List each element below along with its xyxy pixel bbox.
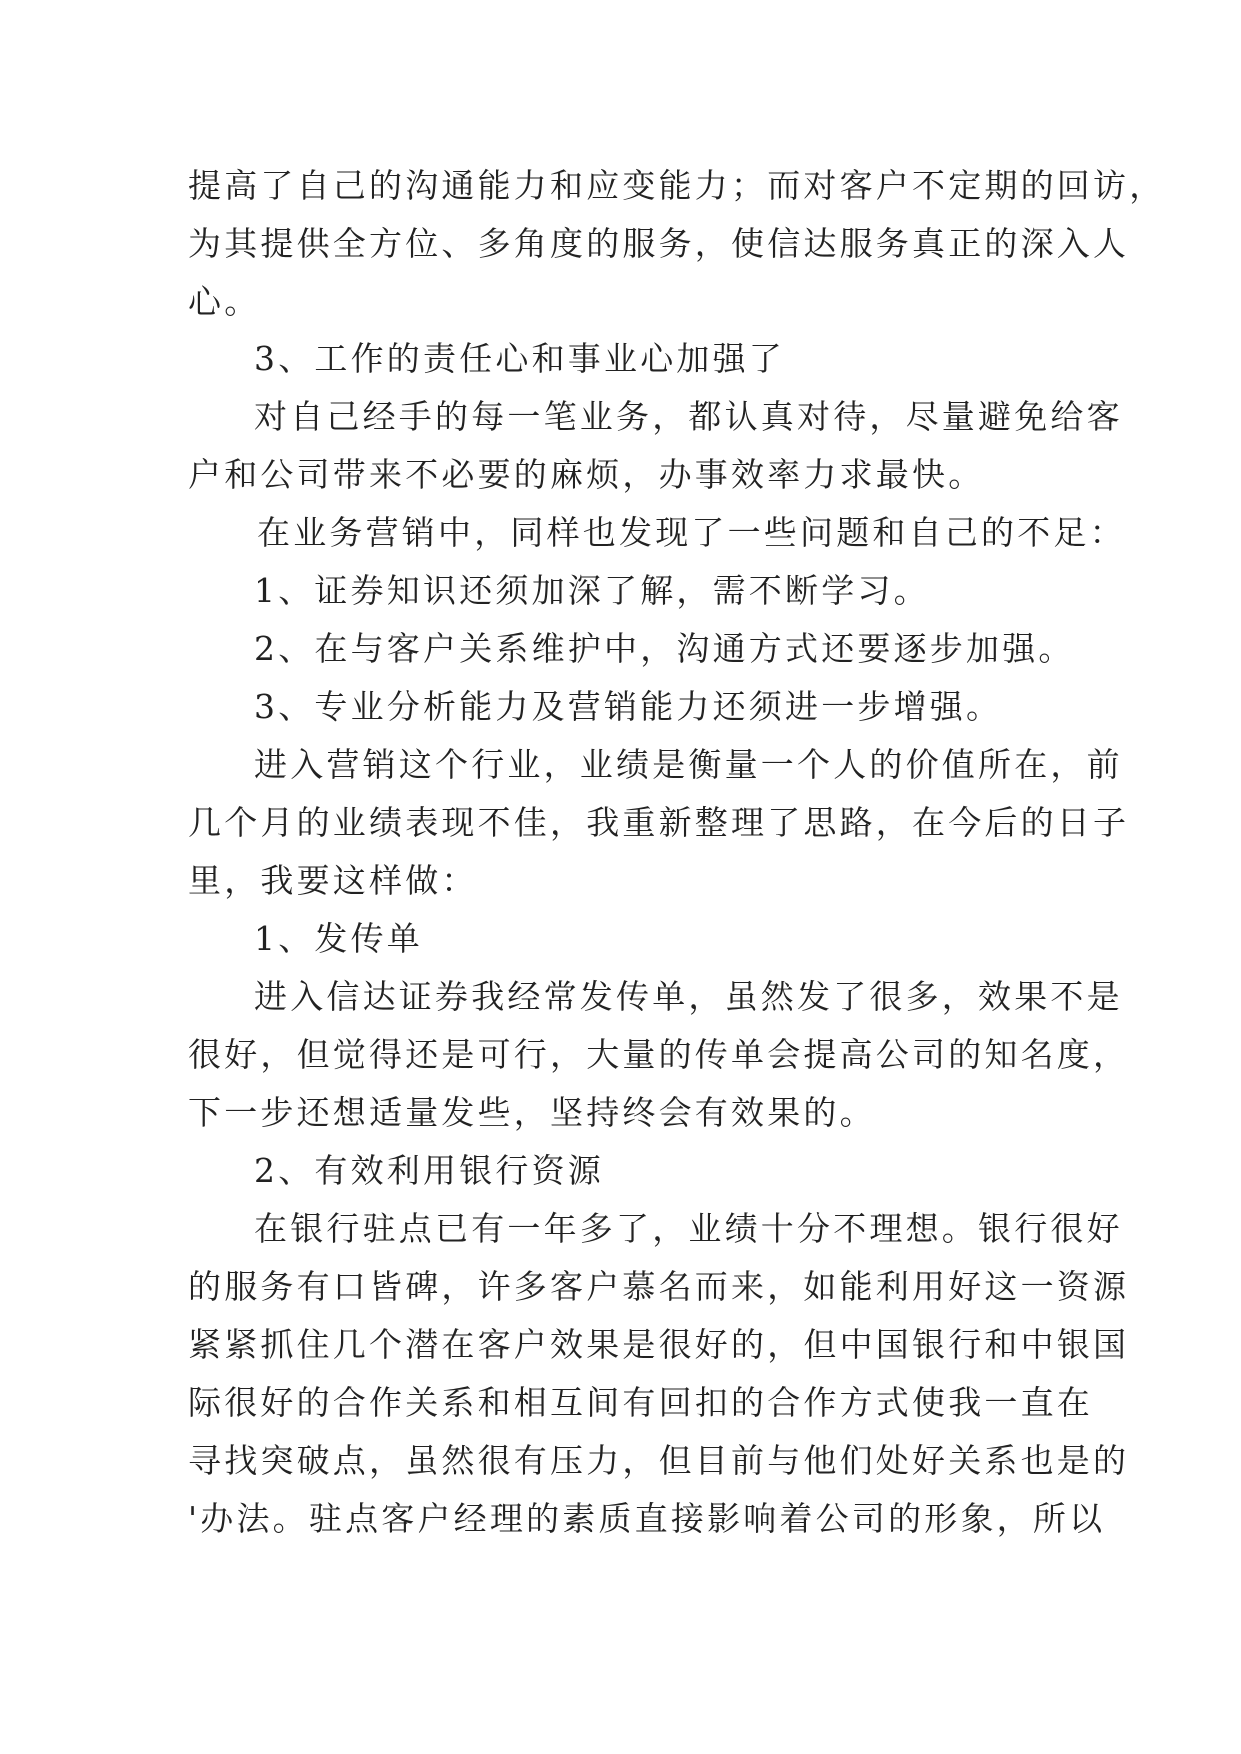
text-line: 在业务营销中，同样也发现了一些问题和自己的不足： — [257, 513, 1126, 552]
text-line: 对自己经手的每一笔业务，都认真对待，尽量避免给客 — [254, 397, 1123, 436]
list-item: 2、在与客户关系维护中，沟通方式还要逐步加强。 — [254, 629, 1075, 668]
text-line: 心。 — [188, 282, 261, 321]
text-line: 在银行驻点已有一年多了，业绩十分不理想。银行很好 — [254, 1209, 1123, 1248]
text-line: 紧紧抓住几个潜在客户效果是很好的，但中国银行和中银国 — [188, 1325, 1130, 1364]
text-line: 几个月的业绩表现不佳，我重新整理了思路，在今后的日子 — [188, 803, 1130, 842]
text-line: 为其提供全方位、多角度的服务，使信达服务真正的深入人 — [188, 224, 1130, 263]
text-line: 提高了自己的沟通能力和应变能力；而对客户不定期的回访， — [188, 166, 1166, 205]
text-line: 下一步还想适量发些，坚持终会有效果的。 — [188, 1093, 876, 1132]
text-line: 进入营销这个行业，业绩是衡量一个人的价值所在，前 — [254, 745, 1123, 784]
text-line: 际很好的合作关系和相互间有回扣的合作方式使我一直在 — [188, 1383, 1093, 1422]
text-line: 寻找突破点，虽然很有压力，但目前与他们处好关系也是的 — [188, 1441, 1130, 1480]
section-heading: 1、发传单 — [254, 919, 423, 958]
text-line: 很好，但觉得还是可行，大量的传单会提高公司的知名度， — [188, 1035, 1130, 1074]
list-item: 3、专业分析能力及营销能力还须进一步增强。 — [254, 687, 1003, 726]
text-line: 进入信达证券我经常发传单，虽然发了很多，效果不是 — [254, 977, 1123, 1016]
list-item: 1、证券知识还须加深了解，需不断学习。 — [254, 571, 930, 610]
text-line: 户和公司带来不必要的麻烦，办事效率力求最快。 — [188, 455, 985, 494]
section-heading: 2、有效利用银行资源 — [254, 1151, 604, 1190]
text-line: 里，我要这样做： — [188, 861, 478, 900]
section-heading: 3、工作的责任心和事业心加强了 — [254, 339, 785, 378]
text-line: '办法。驻点客户经理的素质直接影响着公司的形象，所以 — [188, 1499, 1106, 1538]
text-line: 的服务有口皆碑，许多客户慕名而来，如能利用好这一资源 — [188, 1267, 1130, 1306]
